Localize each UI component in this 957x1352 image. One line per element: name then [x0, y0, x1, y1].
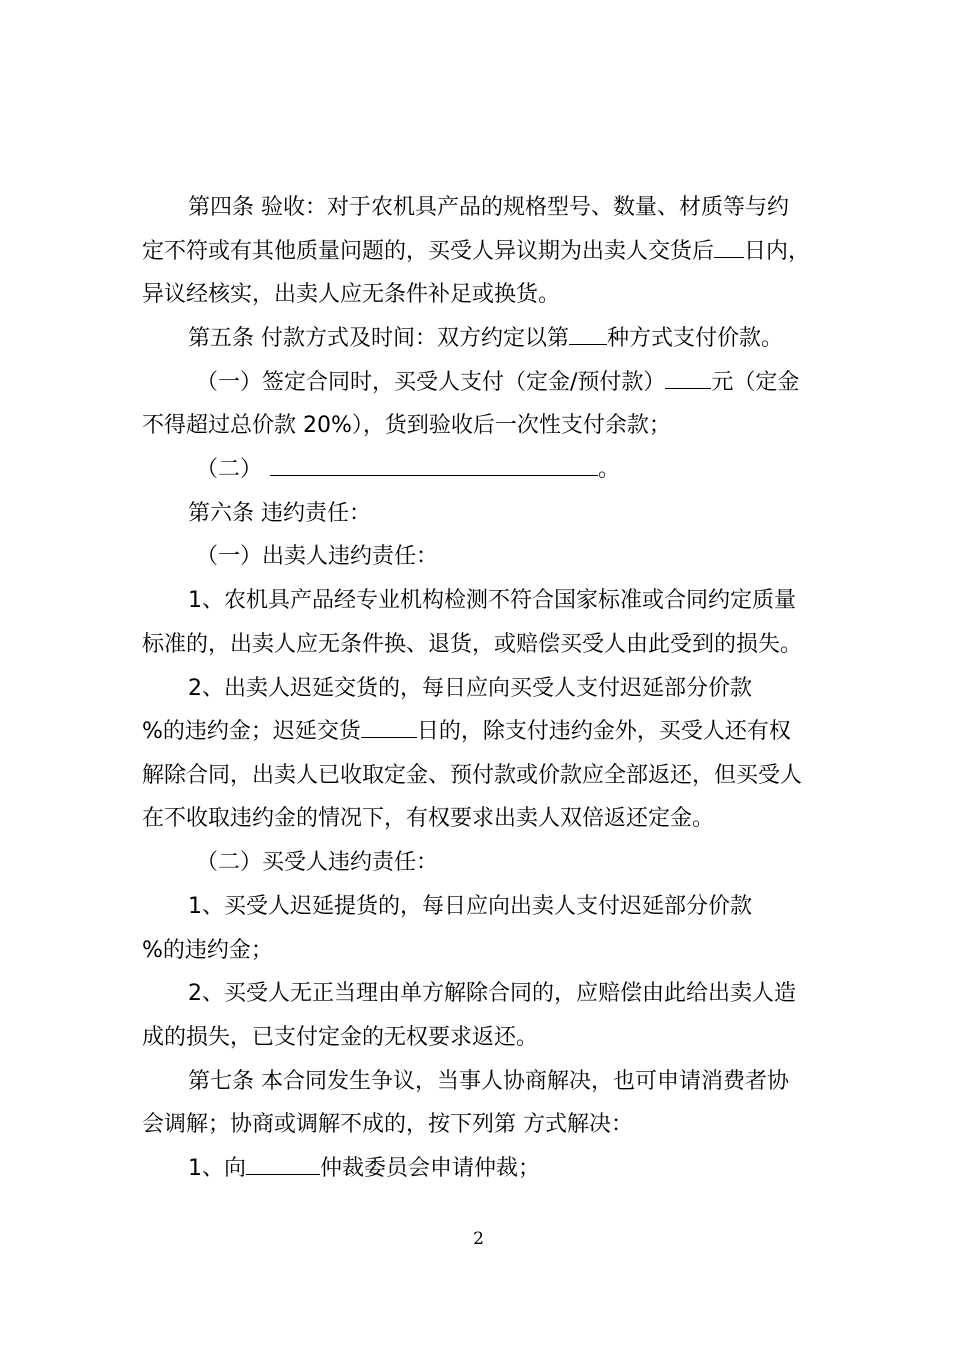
buyer-clause1-line1: 1、买受人迟延提货的，每日应向出卖人支付迟延部分价款: [188, 894, 752, 919]
seller-clause1-line2: 标准的，出卖人应无条件换、退货，或赔偿买受人由此受到的损失。: [142, 632, 803, 657]
article5-option2: [196, 455, 620, 485]
seller-clause2-line4: 在不收取违约金的情况下，有权要求出卖人双倍返还定金。: [142, 806, 715, 831]
article4-line2-end: 日内，: [744, 239, 811, 264]
article4-line2-text: 定不符或有其他质量问题的，买受人异议期为出卖人交货后: [142, 239, 715, 264]
deposit-amount-blank: [665, 368, 711, 389]
buyer-clause2-line2: 成的损失，已支付定金的无权要求返还。: [142, 1025, 539, 1050]
option2-blank: [270, 455, 598, 476]
article5-option1-end: 元（定金: [711, 370, 800, 395]
article5-option1-text: （一）签定合同时，买受人支付（定金/预付款）: [196, 370, 666, 395]
article5-line1: [188, 324, 783, 354]
article7-option1-text: 1、向: [188, 1156, 246, 1181]
article5-option1-line1: [196, 368, 799, 398]
article4-line1: 第四条 验收：对于农机具产品的规格型号、数量、材质等与约: [188, 195, 789, 220]
seller-clause1-line1: 1、农机具产品经专业机构检测不符合国家标准或合同约定质量: [188, 588, 796, 613]
seller-clause2-line2: [142, 717, 791, 747]
article6-heading: 第六条 违约责任：: [188, 501, 371, 526]
seller-clause2-line2-end: 日的，除支付违约金外，买受人还有权: [416, 719, 791, 744]
article5-option2-end: 。: [598, 457, 621, 482]
inspection-days-blank: [714, 237, 744, 258]
article5-line1-text: 第五条 付款方式及时间：双方约定以第: [188, 326, 569, 351]
buyer-liability-heading: （二）买受人违约责任：: [196, 850, 439, 875]
article7-line1: 第七条 本合同发生争议，当事人协商解决，也可申请消费者协: [188, 1069, 789, 1094]
article7-line2: 会调解；协商或调解不成的，按下列第 方式解决：: [142, 1112, 633, 1137]
article5-option1-line2: 不得超过总价款 20%），货到验收后一次性支付余款；: [142, 413, 671, 438]
article7-option1-end: 仲裁委员会申请仲裁；: [320, 1156, 541, 1181]
article4-line3: 异议经核实，出卖人应无条件补足或换货。: [142, 282, 561, 307]
article4-line2: [142, 237, 810, 267]
seller-clause2-line2-text: %的违约金；迟延交货: [142, 719, 361, 744]
payment-method-blank: [569, 324, 607, 345]
article7-option1: [188, 1154, 540, 1184]
buyer-clause2-line1: 2、买受人无正当理由单方解除合同的，应赔偿由此给出卖人造: [188, 981, 796, 1006]
buyer-clause1-line2: %的违约金；: [142, 938, 273, 963]
seller-clause2-line1: 2、出卖人迟延交货的，每日应向买受人支付迟延部分价款: [188, 676, 752, 701]
seller-clause2-line3: 解除合同，出卖人已收取定金、预付款或价款应全部返还，但买受人: [142, 763, 803, 788]
article5-line1-end: 种方式支付价款。: [607, 326, 784, 351]
seller-liability-heading: （一）出卖人违约责任：: [196, 544, 439, 569]
arbitration-commission-blank: [246, 1154, 320, 1175]
delay-days-blank: [361, 717, 417, 738]
article5-option2-label: （二）: [196, 457, 263, 482]
page-number: 2: [473, 1229, 484, 1249]
